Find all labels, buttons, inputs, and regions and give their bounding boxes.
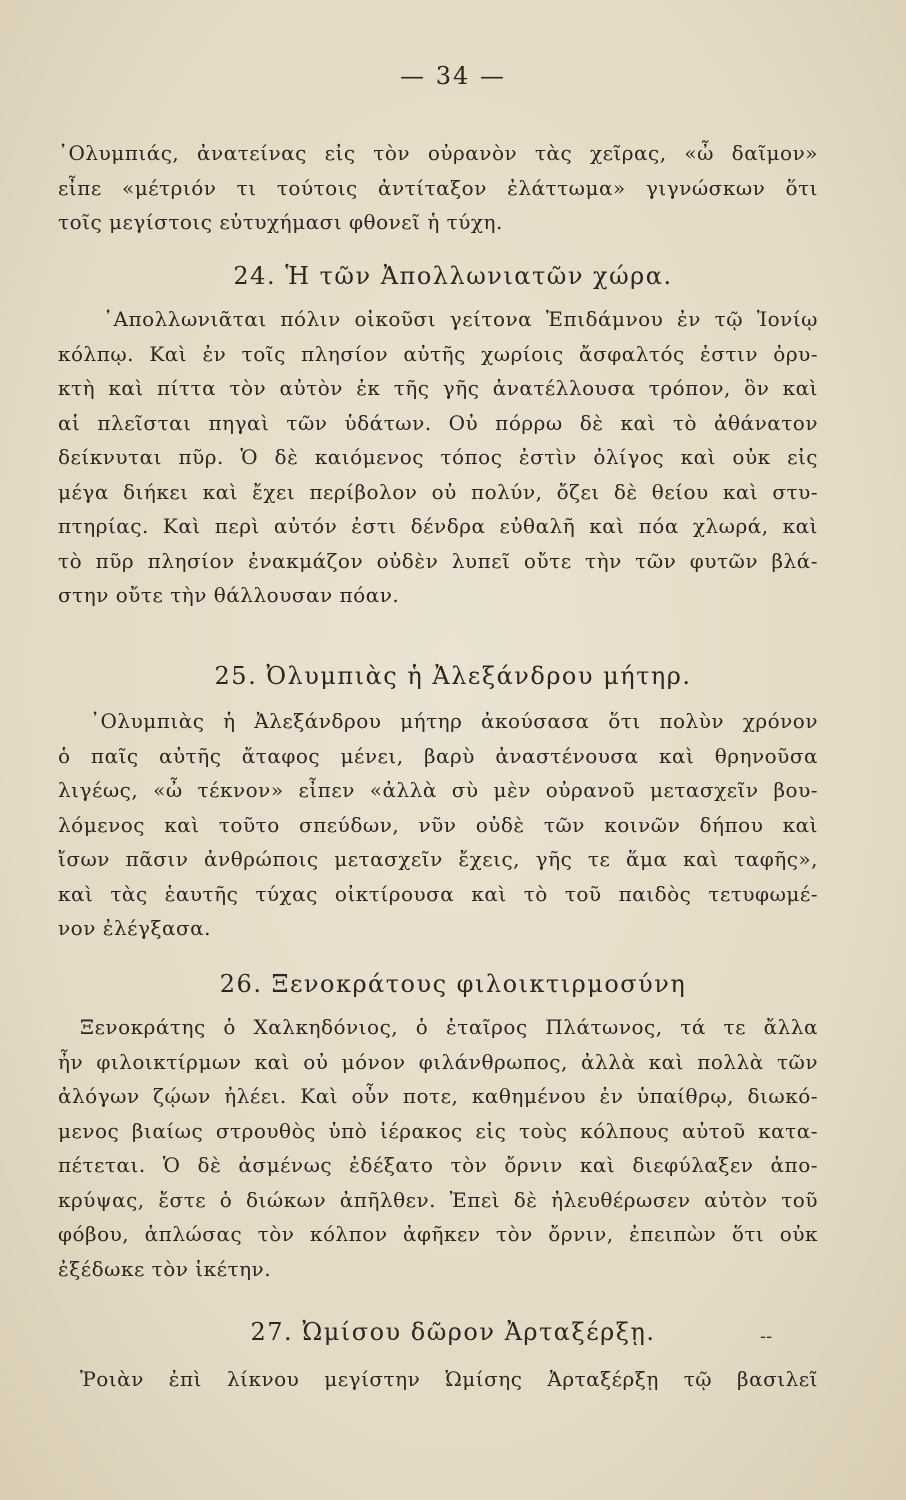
text-line: τοῖς μεγίστοις εὐτυχήμασι φθονεῖ ἡ τύχη. bbox=[58, 210, 503, 234]
text-line: Ῥοιὰν ἐπὶ λίκνου μεγίστην Ὠμίσης Ἀρταξέρξῃ τῷ βασιλεῖ bbox=[80, 1367, 818, 1391]
text-line: λόμενος καὶ τοῦτο σπεύδων, νῦν οὐδὲ τῶν κοινῶν δήπου καὶ bbox=[58, 812, 818, 837]
section-27-heading: 27. Ὠμίσου δῶρον Ἀρταξέρξῃ. bbox=[250, 1318, 656, 1346]
text-line: δείκνυται πῦρ. Ὁ δὲ καιόμενος τόπος ἐστὶν ὀλίγος καὶ οὐκ εἰς bbox=[58, 445, 818, 469]
text-line: ἐξέδωκε τὸν ἱκέτην. bbox=[58, 1256, 272, 1281]
section-24-heading: 24. Ἡ τῶν Ἀπολλωνιατῶν χώρα. bbox=[233, 262, 673, 290]
section-25-paragraph bbox=[58, 704, 818, 946]
text-line: ᾿Ολυμπιὰς ἡ Ἀλεξάνδρου μήτηρ ἀκούσασα ὅτι πολὺν χρόνον bbox=[90, 709, 818, 733]
section-27-paragraph bbox=[58, 1362, 818, 1397]
text-line: στην οὔτε τὴν θάλλουσαν πόαν. bbox=[58, 583, 400, 607]
text-line: πέτεται. Ὁ δὲ ἀσμένως ἐδέξατο τὸν ὄρνιν καὶ διεφύλαξεν ἀπο- bbox=[58, 1153, 818, 1177]
text-line: νον ἐλέγξασα. bbox=[58, 916, 211, 940]
text-line: τὸ πῦρ πλησίον ἐνακμάζον οὐδὲν λυπεῖ οὔτε τὴν τῶν φυτῶν βλά- bbox=[58, 548, 818, 573]
text-line: ὁ παῖς αὐτῆς ἄταφος μένει, βαρὺ ἀναστένουσα καὶ θρηνοῦσα bbox=[58, 743, 818, 768]
text-line: μενος βιαίως στρουθὸς ὑπὸ ἱέρακος εἰς τοὺς κόλπους αὐτοῦ κατα- bbox=[58, 1118, 818, 1143]
text-line: Ξενοκράτης ὁ Χαλκηδόνιος, ὁ ἑταῖρος Πλάτωνος, τά τε ἄλλα bbox=[80, 1015, 818, 1039]
text-line: ἀλόγων ζῴων ἠλέει. Καὶ οὖν ποτε, καθημένου ἐν ὑπαίθρῳ, διωκό- bbox=[58, 1084, 818, 1108]
text-line: εἶπε «μέτριόν τι τούτοις ἀντίταξον ἐλάττωμα» γιγνώσκων ὅτι bbox=[58, 175, 818, 200]
stray-mark: -- bbox=[760, 1326, 773, 1347]
intro-paragraph bbox=[58, 136, 818, 240]
text-line: κόλπῳ. Καὶ ἐν τοῖς πλησίον αὐτῆς χωρίοις ἄσφαλτός ἐστιν ὀρυ- bbox=[58, 341, 818, 366]
section-25-heading: 25. Ὀλυμπιὰς ἡ Ἀλεξάνδρου μήτηρ. bbox=[214, 662, 692, 690]
text-line: ἴσων πᾶσιν ἀνθρώποις μετασχεῖν ἔχεις, γῆς τε ἅμα καὶ ταφῆς», bbox=[58, 847, 818, 871]
text-line: ἦν φιλοικτίρμων καὶ οὐ μόνον φιλάνθρωπος, ἀλλὰ καὶ πολλὰ τῶν bbox=[58, 1049, 818, 1074]
text-line: ᾿Απολλωνιᾶται πόλιν οἰκοῦσι γείτονα Ἐπιδάμνου ἐν τῷ Ἰονίῳ bbox=[103, 307, 818, 331]
section-26-heading: 26. Ξενοκράτους φιλοικτιρμοσύνη bbox=[219, 970, 687, 998]
section-26-paragraph bbox=[58, 1010, 818, 1286]
text-line: ᾿Ολυμπιάς, ἀνατείνας εἰς τὸν οὐρανὸν τὰς χεῖρας, «ὦ δαῖμον» bbox=[58, 141, 818, 165]
text-line: κρύψας, ἔστε ὁ διώκων ἀπῆλθεν. Ἐπεὶ δὲ ἠλευθέρωσεν αὐτὸν τοῦ bbox=[58, 1187, 818, 1212]
text-line: πτηρίας. Καὶ περὶ αὐτόν ἐστι δένδρα εὐθαλῆ καὶ πόα χλωρά, καὶ bbox=[58, 514, 818, 538]
text-line: αἱ πλεῖσται πηγαὶ τῶν ὑδάτων. Οὐ πόρρω δὲ καὶ τὸ ἀθάνατον bbox=[58, 410, 818, 435]
page-number: — 34 — bbox=[400, 62, 506, 90]
text-line: κτὴ καὶ πίττα τὸν αὐτὸν ἐκ τῆς γῆς ἀνατέλλουσα τρόπον, ὃν καὶ bbox=[58, 376, 818, 400]
text-line: καὶ τὰς ἑαυτῆς τύχας οἰκτίρουσα καὶ τὸ τοῦ παιδὸς τετυφωμέ- bbox=[58, 881, 818, 906]
text-line: μέγα διήκει καὶ ἔχει περίβολον οὐ πολύν, ὄζει δὲ θείου καὶ στυ- bbox=[58, 479, 818, 504]
section-24-paragraph bbox=[58, 302, 818, 613]
text-line: λιγέως, «ὦ τέκνον» εἶπεν «ἀλλὰ σὺ μὲν οὐρανοῦ μετασχεῖν βου- bbox=[58, 778, 818, 802]
text-line: φόβου, ἁπλώσας τὸν κόλπον ἀφῆκεν τὸν ὄρνιν, ἐπειπὼν ὅτι οὐκ bbox=[58, 1222, 818, 1246]
